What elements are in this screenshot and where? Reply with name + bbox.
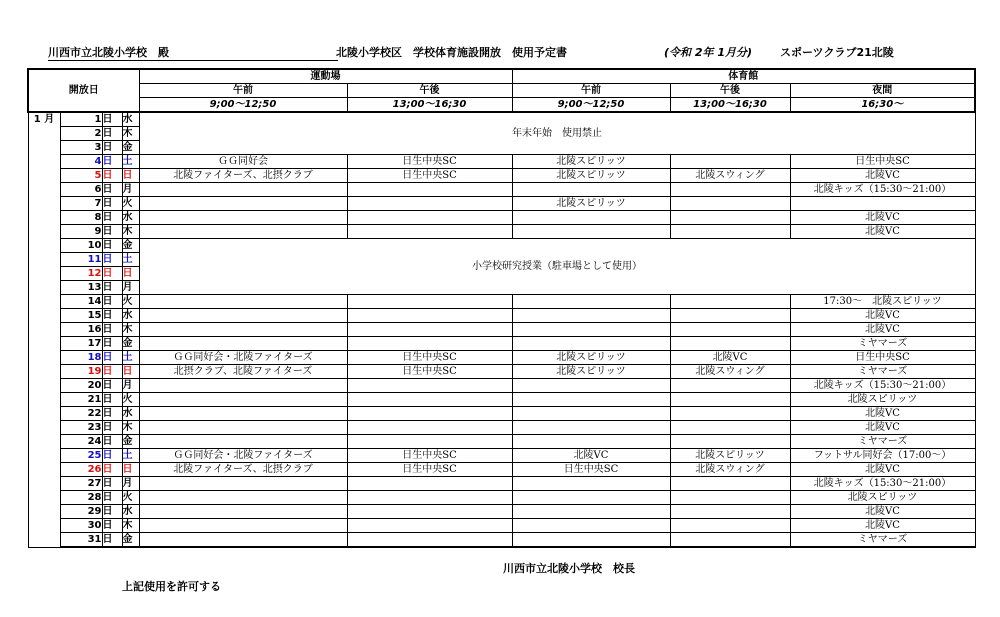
gym-am-cell [512, 477, 670, 491]
day-number: 22 [60, 407, 102, 421]
day-unit: 日 [102, 281, 122, 295]
day-number: 5 [60, 169, 102, 183]
document-title: 北陵小学校区 学校体育施設開放 使用予定書 [336, 46, 567, 59]
ground-am-time: 9;00～12;50 [139, 98, 347, 113]
gym-night-cell: 17:30～ 北陵スピリッツ [790, 295, 975, 309]
table-row [28, 491, 975, 505]
gym-night-cell: 北陵VC [790, 519, 975, 533]
ground-am-cell: ＧＧ同好会・北陵ファイターズ [139, 449, 347, 463]
ground-am-cell [139, 477, 347, 491]
ground-am-cell [139, 491, 347, 505]
weekday: 日 [122, 463, 139, 477]
gym-night-cell: 北陵VC [790, 309, 975, 323]
table-row [28, 112, 975, 127]
table-row [28, 239, 975, 253]
gym-am-cell [512, 183, 670, 197]
ground-am-cell [139, 407, 347, 421]
gym-am-cell [512, 505, 670, 519]
gym-night-cell: 北陵VC [790, 225, 975, 239]
day-unit: 日 [102, 239, 122, 253]
gym-pm-cell [670, 421, 790, 435]
day-number: 31 [60, 533, 102, 548]
ground-pm-cell: 日生中央SC [347, 155, 512, 169]
day-number: 29 [60, 505, 102, 519]
gym-pm-cell [670, 155, 790, 169]
ground-am-cell: ＧＧ同好会 [139, 155, 347, 169]
gym-am-cell [512, 379, 670, 393]
day-unit: 日 [102, 463, 122, 477]
ground-pm-cell [347, 197, 512, 211]
gym-pm-cell [670, 211, 790, 225]
ground-am-cell [139, 505, 347, 519]
weekday: 水 [122, 505, 139, 519]
day-unit: 日 [102, 211, 122, 225]
table-row [28, 351, 975, 365]
day-number: 3 [60, 141, 102, 155]
gym-pm-cell [670, 379, 790, 393]
gym-night-cell: 北陵VC [790, 211, 975, 225]
club-name: スポーツクラブ21北陵 [780, 46, 894, 59]
day-number: 10 [60, 239, 102, 253]
day-number: 20 [60, 379, 102, 393]
gym-pm-cell [670, 407, 790, 421]
gym-night-cell: 北陵スピリッツ [790, 393, 975, 407]
ground-pm-cell [347, 337, 512, 351]
gym-am-cell: 北陵スピリッツ [512, 365, 670, 379]
day-number: 26 [60, 463, 102, 477]
table-row [28, 449, 975, 463]
ground-am-cell: ＧＧ同好会・北陵ファイターズ [139, 351, 347, 365]
gym-pm-cell: 北陵スピリッツ [670, 449, 790, 463]
gym-pm-cell: 北陵VC [670, 351, 790, 365]
gym-pm-cell [670, 309, 790, 323]
ground-pm-cell [347, 309, 512, 323]
gym-pm-cell: 北陵スウィング [670, 463, 790, 477]
weekday: 日 [122, 169, 139, 183]
day-number: 16 [60, 323, 102, 337]
gym-pm-cell [670, 183, 790, 197]
gym-am-cell [512, 309, 670, 323]
gym-pm-cell [670, 295, 790, 309]
gym-night-cell: 北陵キッズ（15:30～21:00） [790, 477, 975, 491]
day-unit: 日 [102, 183, 122, 197]
day-unit: 日 [102, 435, 122, 449]
gym-pm-time: 13;00～16;30 [670, 98, 790, 113]
weekday: 月 [122, 281, 139, 295]
day-unit: 日 [102, 141, 122, 155]
weekday: 日 [122, 365, 139, 379]
gym-night-cell: ミヤマーズ [790, 365, 975, 379]
gym-pm-cell [670, 477, 790, 491]
ground-pm-cell: 日生中央SC [347, 463, 512, 477]
day-number: 25 [60, 449, 102, 463]
day-number: 12 [60, 267, 102, 281]
gym-am-header: 午前 [512, 84, 670, 98]
weekday: 木 [122, 225, 139, 239]
gym-am-cell: 北陵スピリッツ [512, 197, 670, 211]
day-number: 23 [60, 421, 102, 435]
gym-pm-cell [670, 197, 790, 211]
table-row [28, 463, 975, 477]
table-row [28, 477, 975, 491]
table-row [28, 435, 975, 449]
weekday: 木 [122, 519, 139, 533]
weekday: 金 [122, 533, 139, 548]
ground-pm-cell [347, 421, 512, 435]
day-number: 2 [60, 127, 102, 141]
ground-pm-cell [347, 183, 512, 197]
weekday: 木 [122, 127, 139, 141]
gym-am-cell [512, 393, 670, 407]
research-note: 小学校研究授業（駐車場として使用） [139, 239, 975, 295]
schedule-table [27, 68, 976, 548]
day-number: 15 [60, 309, 102, 323]
ground-header: 運動場 [139, 69, 512, 84]
ground-am-cell [139, 435, 347, 449]
day-unit: 日 [102, 491, 122, 505]
gym-am-cell [512, 435, 670, 449]
gym-night-cell: 北陵VC [790, 169, 975, 183]
weekday: 水 [122, 309, 139, 323]
gym-am-cell: 北陵VC [512, 449, 670, 463]
gym-pm-cell [670, 337, 790, 351]
day-number: 17 [60, 337, 102, 351]
day-unit: 日 [102, 253, 122, 267]
day-unit: 日 [102, 505, 122, 519]
gym-am-cell: 北陵スピリッツ [512, 169, 670, 183]
ground-am-cell [139, 323, 347, 337]
ground-pm-cell [347, 407, 512, 421]
day-unit: 日 [102, 323, 122, 337]
gym-am-cell: 北陵スピリッツ [512, 351, 670, 365]
weekday: 水 [122, 211, 139, 225]
day-number: 24 [60, 435, 102, 449]
day-unit: 日 [102, 337, 122, 351]
table-row [28, 183, 975, 197]
gym-am-cell [512, 323, 670, 337]
table-row [28, 533, 975, 548]
gym-pm-cell: 北陵スウィング [670, 365, 790, 379]
gym-night-header: 夜間 [790, 84, 975, 98]
ground-am-cell: 北陵ファイターズ、北摂クラブ [139, 169, 347, 183]
day-unit: 日 [102, 519, 122, 533]
table-row [28, 505, 975, 519]
ground-am-header: 午前 [139, 84, 347, 98]
gym-night-cell: 日生中央SC [790, 351, 975, 365]
gym-pm-header: 午後 [670, 84, 790, 98]
gym-pm-cell [670, 505, 790, 519]
weekday: 土 [122, 449, 139, 463]
ground-pm-cell [347, 505, 512, 519]
day-unit: 日 [102, 533, 122, 548]
gym-am-cell [512, 491, 670, 505]
weekday: 土 [122, 253, 139, 267]
table-row [28, 169, 975, 183]
gym-header: 体育館 [512, 69, 975, 84]
gym-pm-cell [670, 225, 790, 239]
gym-am-cell [512, 519, 670, 533]
weekday: 火 [122, 295, 139, 309]
table-row [28, 337, 975, 351]
day-number: 9 [60, 225, 102, 239]
day-number: 6 [60, 183, 102, 197]
school-principal-label: 川西市立北陵小学校 校長 [503, 562, 635, 575]
month-label: 1 月 [28, 112, 60, 547]
day-unit: 日 [102, 155, 122, 169]
gym-night-cell: ミヤマーズ [790, 435, 975, 449]
day-unit: 日 [102, 379, 122, 393]
ground-am-cell [139, 295, 347, 309]
day-unit: 日 [102, 449, 122, 463]
ground-pm-cell [347, 225, 512, 239]
weekday: 火 [122, 197, 139, 211]
ground-pm-cell [347, 477, 512, 491]
day-unit: 日 [102, 477, 122, 491]
day-number: 7 [60, 197, 102, 211]
ground-am-cell [139, 421, 347, 435]
table-row [28, 519, 975, 533]
weekday: 木 [122, 323, 139, 337]
weekday: 水 [122, 112, 139, 127]
gym-am-cell: 北陵スピリッツ [512, 155, 670, 169]
table-row [28, 225, 975, 239]
gym-am-cell [512, 421, 670, 435]
gym-am-cell: 日生中央SC [512, 463, 670, 477]
day-unit: 日 [102, 421, 122, 435]
permit-statement: 上記使用を許可する [122, 580, 221, 593]
ground-pm-cell [347, 323, 512, 337]
gym-pm-cell [670, 491, 790, 505]
weekday: 土 [122, 351, 139, 365]
ground-am-cell [139, 533, 347, 548]
weekday: 金 [122, 435, 139, 449]
gym-pm-cell [670, 323, 790, 337]
table-row [28, 197, 975, 211]
gym-night-cell: 北陵VC [790, 323, 975, 337]
ground-pm-cell: 日生中央SC [347, 351, 512, 365]
gym-night-cell: 日生中央SC [790, 155, 975, 169]
weekday: 火 [122, 491, 139, 505]
gym-am-cell [512, 295, 670, 309]
day-number: 4 [60, 155, 102, 169]
table-row [28, 155, 975, 169]
weekday: 月 [122, 379, 139, 393]
ground-am-cell: 北陵ファイターズ、北摂クラブ [139, 463, 347, 477]
weekday: 月 [122, 477, 139, 491]
day-number: 18 [60, 351, 102, 365]
gym-am-time: 9;00～12;50 [512, 98, 670, 113]
day-unit: 日 [102, 169, 122, 183]
ground-pm-cell [347, 211, 512, 225]
gym-night-time: 16;30～ [790, 98, 975, 113]
weekday: 水 [122, 407, 139, 421]
day-number: 13 [60, 281, 102, 295]
gym-night-cell: 北陵キッズ（15:30～21:00） [790, 379, 975, 393]
ground-pm-cell: 日生中央SC [347, 169, 512, 183]
ground-pm-cell: 日生中央SC [347, 365, 512, 379]
ground-am-cell [139, 379, 347, 393]
ground-pm-cell [347, 519, 512, 533]
ground-am-cell [139, 197, 347, 211]
table-row [28, 421, 975, 435]
gym-night-cell: ミヤマーズ [790, 337, 975, 351]
gym-pm-cell [670, 533, 790, 548]
gym-night-cell: 北陵VC [790, 421, 975, 435]
gym-pm-cell: 北陵スウィング [670, 169, 790, 183]
ground-am-cell [139, 393, 347, 407]
day-number: 11 [60, 253, 102, 267]
weekday: 土 [122, 155, 139, 169]
gym-pm-cell [670, 435, 790, 449]
gym-am-cell [512, 225, 670, 239]
day-unit: 日 [102, 112, 122, 127]
weekday: 金 [122, 239, 139, 253]
day-unit: 日 [102, 197, 122, 211]
gym-night-cell: 北陵キッズ（15:30～21:00） [790, 183, 975, 197]
gym-pm-cell [670, 393, 790, 407]
ground-am-cell [139, 225, 347, 239]
day-unit: 日 [102, 351, 122, 365]
day-number: 21 [60, 393, 102, 407]
open-day-header: 開放日 [28, 69, 139, 112]
weekday: 金 [122, 141, 139, 155]
ground-pm-header: 午後 [347, 84, 512, 98]
table-row [28, 379, 975, 393]
ground-am-cell [139, 183, 347, 197]
ground-pm-cell: 日生中央SC [347, 449, 512, 463]
day-unit: 日 [102, 393, 122, 407]
ground-am-cell [139, 309, 347, 323]
table-row [28, 407, 975, 421]
day-number: 1 [60, 112, 102, 127]
gym-night-cell: 北陵スピリッツ [790, 491, 975, 505]
addressee: 川西市立北陵小学校 殿 [48, 44, 338, 61]
gym-am-cell [512, 211, 670, 225]
day-number: 27 [60, 477, 102, 491]
closed-note: 年末年始 使用禁止 [139, 112, 975, 155]
gym-night-cell: ミヤマーズ [790, 533, 975, 548]
ground-am-cell [139, 519, 347, 533]
ground-pm-cell [347, 533, 512, 548]
day-number: 19 [60, 365, 102, 379]
day-number: 30 [60, 519, 102, 533]
day-unit: 日 [102, 365, 122, 379]
weekday: 月 [122, 183, 139, 197]
gym-pm-cell [670, 519, 790, 533]
table-row [28, 211, 975, 225]
day-number: 28 [60, 491, 102, 505]
ground-am-cell [139, 211, 347, 225]
ground-pm-cell [347, 295, 512, 309]
day-unit: 日 [102, 225, 122, 239]
day-unit: 日 [102, 127, 122, 141]
table-row [28, 323, 975, 337]
ground-pm-cell [347, 379, 512, 393]
gym-am-cell [512, 533, 670, 548]
ground-pm-cell [347, 393, 512, 407]
ground-am-cell [139, 337, 347, 351]
table-row [28, 309, 975, 323]
gym-night-cell [790, 197, 975, 211]
period-label: (令和 2年 1月分) [664, 46, 753, 59]
gym-am-cell [512, 337, 670, 351]
ground-pm-time: 13;00～16;30 [347, 98, 512, 113]
ground-am-cell: 北摂クラブ、北陵ファイターズ [139, 365, 347, 379]
gym-night-cell: フットサル同好会（17:00～） [790, 449, 975, 463]
gym-am-cell [512, 407, 670, 421]
table-row [28, 365, 975, 379]
day-unit: 日 [102, 267, 122, 281]
day-unit: 日 [102, 309, 122, 323]
weekday: 日 [122, 267, 139, 281]
day-unit: 日 [102, 295, 122, 309]
weekday: 火 [122, 393, 139, 407]
day-number: 8 [60, 211, 102, 225]
table-row [28, 295, 975, 309]
day-number: 14 [60, 295, 102, 309]
weekday: 木 [122, 421, 139, 435]
gym-night-cell: 北陵VC [790, 505, 975, 519]
gym-night-cell: 北陵VC [790, 463, 975, 477]
weekday: 金 [122, 337, 139, 351]
table-row [28, 393, 975, 407]
ground-pm-cell [347, 435, 512, 449]
day-unit: 日 [102, 407, 122, 421]
ground-pm-cell [347, 491, 512, 505]
gym-night-cell: 北陵VC [790, 407, 975, 421]
